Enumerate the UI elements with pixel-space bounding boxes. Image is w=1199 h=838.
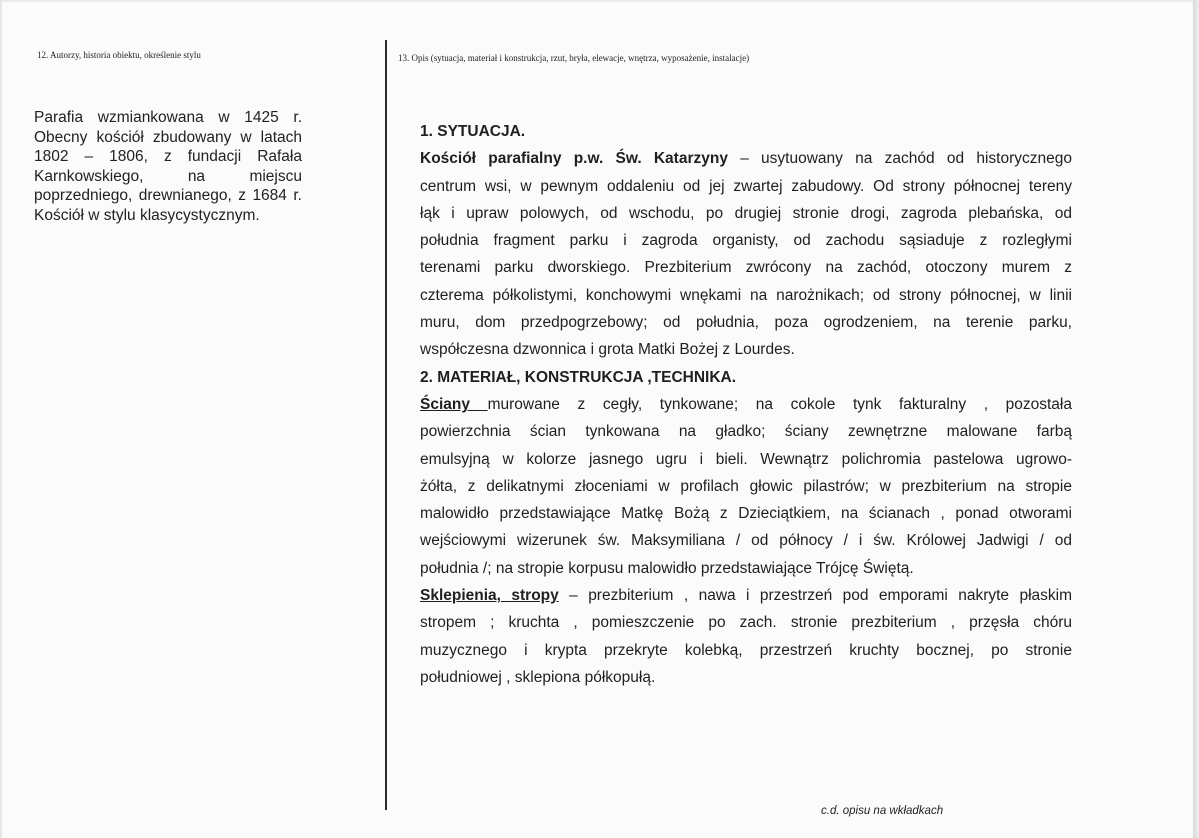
section-1-heading: 1. SYTUACJA. (420, 123, 526, 140)
column-13-header: 13. Opis (sytuacja, materiał i konstrukcja, rzut, bryła, elewacje, wnętrza, wyposażenie, instalacje) (398, 53, 750, 63)
history-text (34, 108, 302, 225)
history-line: Kościół w stylu klasycystycznym. (34, 206, 260, 224)
scan-edge-right (1193, 0, 1199, 838)
scan-edge-top (0, 0, 1199, 2)
church-name: Kościół parafialny p.w. Św. Katarzyny (420, 150, 728, 168)
description-line (420, 145, 1072, 172)
history-line: Parafia wzmiankowana w 1425 r. (34, 109, 302, 126)
description-line-text: – usytuowany na zachód od historycznego (727, 150, 1072, 168)
description-line: wejściowymi wizerunek św. Maksymiliana / od północy / i św. Królowej Jadwigi / od (420, 532, 1072, 550)
description-line: współczesna dzwonnica i grota Matki Bożej z Lourdes. (420, 341, 795, 359)
description-line: łąk i upraw polowych, od wschodu, po drugiej stronie drogi, zagroda plebańska, od (420, 204, 1072, 222)
description-line-text: – prezbiterium , nawa i przestrzeń pod emporami nakryte płaskim (558, 587, 1072, 605)
section-2-heading: 2. MATERIAŁ, KONSTRUKCJA ,TECHNIKA. (420, 368, 737, 386)
description-line: malowidło przedstawiające Matkę Bożą z Dzieciątkiem, na ścianach , ponad otworami (420, 505, 1072, 523)
vaults-label: Sklepienia, stropy (420, 587, 559, 605)
description-line: muzycznego i krypta przekryte kolebką, przestrzeń kruchty bocznej, po stronie (420, 641, 1072, 659)
description-line-text: murowane z cegły, tynkowane; na cokole tynk fakturalny , pozostała (487, 395, 1072, 413)
column-12-header: 12. Autorzy, historia obiektu, określenie stylu (37, 50, 201, 60)
history-line: Karnkowskiego, na miejscu (34, 167, 302, 185)
walls-label: Ściany (420, 395, 488, 413)
description-line: południowej , sklepiona półkopułą. (420, 668, 656, 686)
description-line: czterema półkolistymi, konchowymi wnękami na narożnikach; od strony północnej, w linii (420, 286, 1072, 304)
column-divider (385, 40, 387, 810)
history-line: poprzedniego, drewnianego, z 1684 r. (34, 187, 302, 204)
description-line: południa fragment parku i zagroda organisty, od zachodu sąsiaduje z rozległymi (420, 232, 1072, 250)
continuation-note: c.d. opisu na wkładkach (821, 805, 944, 817)
description-text (420, 118, 1072, 691)
description-line: centrum wsi, w pewnym oddaleniu od jej zwartej zabudowy. Od strony północnej tereny (420, 177, 1072, 195)
scan-edge-left (0, 0, 2, 838)
description-line: południa /; na stropie korpusu malowidło przedstawiające Trójcę Świętą. (420, 559, 914, 577)
description-line: powierzchnia ścian tynkowana na gładko; ściany zewnętrzne malowane farbą (420, 423, 1072, 441)
description-line: stropem ; kruchta , pomieszczenie po zach. stronie prezbiterium , przęsła chóru (420, 614, 1072, 632)
history-line: 1802 – 1806, z fundacji Rafała (34, 148, 302, 165)
description-line: emulsyjną w kolorze jasnego ugru i bieli. Wewnątrz polichromia pastelowa ugrowo- (420, 450, 1072, 468)
description-line (420, 582, 1072, 609)
description-line: muru, dom przedpogrzebowy; od południa, poza ogrodzeniem, na terenie parku, (420, 314, 1072, 332)
description-line (420, 391, 1072, 418)
description-line: żółta, z delikatnymi złoceniami w profilach głowic pilastrów; w prezbiterium na stropie (420, 477, 1072, 495)
history-line: Obecny kościół zbudowany w latach (34, 128, 302, 146)
description-line: terenami parku dworskiego. Prezbiterium zwrócony na zachód, otoczony murem z (420, 259, 1072, 277)
